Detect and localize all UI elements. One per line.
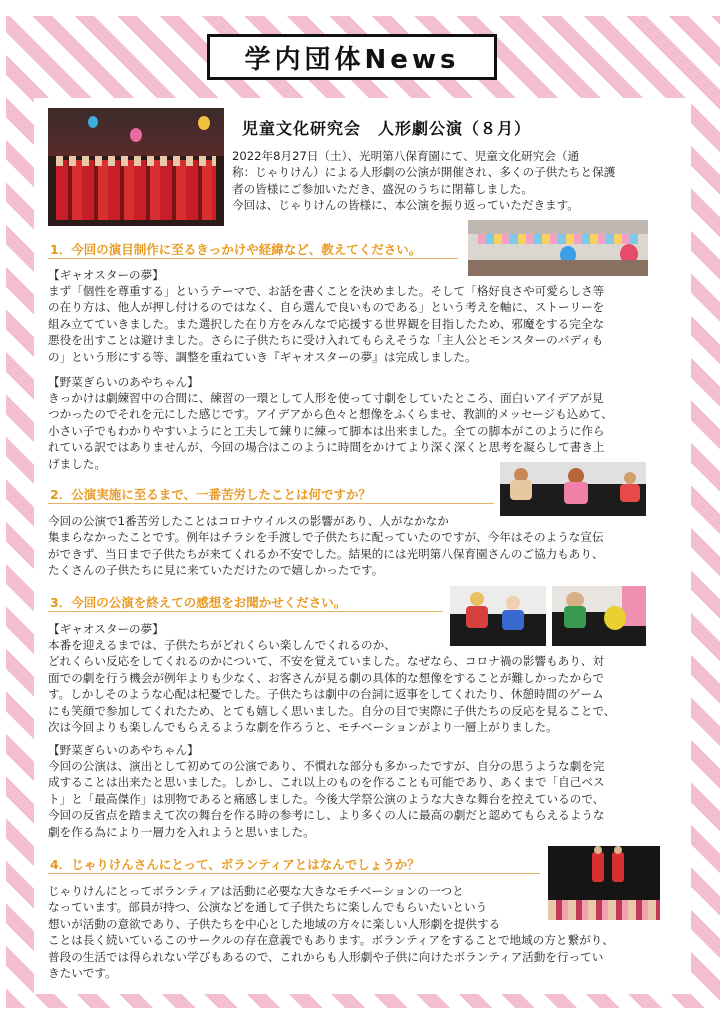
question-3-underline bbox=[48, 611, 443, 612]
question-4-underline bbox=[48, 873, 540, 874]
group-photo bbox=[48, 108, 224, 226]
section-3-answer-1: 本番を迎えるまでは、子供たちがどれくらい楽しんでくれるのか、 どれくらい反応をしてくれるのかについて、不安を覚えていました。なぜなら、コロナ禍の影響もあり、対 面での劇を行う機会が例年よりも少なく、お客さんが見る劇の具体的な想像をすることが難しかったからで す。しかしそのような心配は杞憂でした。子供たちは劇中の台詞に返事をしてくれたり、休憩時間のゲーム にも笑顔で参加してくれたため、とても嬉しく思いました。自分の目で実際に子供たちの反応を見ることで、 次は今回よりも楽しんでもらえるような劇を作ろうと、モチベーションがより一層上がりました。 bbox=[48, 638, 616, 735]
section-3-answer-2: 今回の公演は、演出として初めての公演であり、不慣れな部分も多かったですが、自分の思うような劇を完 成することは出来たと思いました。しかし、これ以上のものを作ることも可能であり、あくまで「自己ベス ト」と「最高傑作」は別物であると痛感しました。今後大学祭公演のような大きな舞台を控えているので、 今回の反省点を踏まえて次の舞台を作る時の参考にし、より多くの人に最高の劇だと認めてもらえるような 劇を作る為により一層力を入れようと思いました。 bbox=[48, 759, 605, 839]
question-3: 3．今回の公演を終えての感想をお聞かせください。 bbox=[50, 595, 347, 610]
section-4-answer: じゃりけんにとってボランティアは活動に必要な大きなモチベーションの一つと なっています。部員が持つ、公演などを通して子供たちに楽しんでもらいたいという 想いが活動の意欲であり、子供たちを中心とした地域の方々に楽しい人形劇を提供する ことは長く続いているこのサークルの存在意義でもあります。ボランティアをすることで地域の方と繋がり、 普段の生活では得られない学びもあるので、これからも人形劇や子供に向けたボランティア活動を行ってい きたいです。 bbox=[48, 884, 614, 981]
article-intro: 2022年8月27日（土）、光明第八保育園にて、児童文化研究会（通 称：じゃりけん）による人形劇の公演が開催され、多くの子供たちと保護 者の皆様にご参加いただき、盛況のうちに閉幕しました。 今回は、じゃりけんの皆様に、本公演を振り返っていただきます。 bbox=[232, 149, 616, 213]
question-4: 4．じゃりけんさんにとって、ボランティアとはなんでしょうか？ bbox=[50, 857, 420, 872]
venue-decoration-photo bbox=[468, 220, 648, 276]
section-1-label-2: 【野菜ぎらいのあやちゃん】 bbox=[48, 375, 199, 389]
section-1-answer-2: きっかけは劇練習中の合間に、練習の一環として人形を使って寸劇をしていたところ、面白いアイデアが見 つかったのでそれを元にした感じです。アイデアから色々と想像をふくらませ、教訓的メッセージも込めて、 小さい子でもわかりやすいようにと工夫して練りに練って脚本は出来ました。全ての脚本がこのように作ら れている訳ではありませんが、今回の場合はこのように時間をかけてより深く深くと思考を凝らして書き上 げました。 bbox=[48, 391, 613, 471]
article-headline: 児童文化研究会 人形劇公演（８月） bbox=[242, 119, 532, 138]
question-2: 2．公演実施に至るまで、一番苦労したことは何ですか？ bbox=[50, 487, 371, 502]
section-3-label-2: 【野菜ぎらいのあやちゃん】 bbox=[48, 743, 199, 757]
question-1-underline bbox=[48, 258, 458, 259]
section-1-label-1: 【ギャオスターの夢】 bbox=[48, 268, 164, 282]
section-1-answer-1: まず「個性を尊重する」というテーマで、お話を書くことを決めました。そして「格好良さや可愛らしさ等 の在り方は、他人が押し付けるのではなく、自ら選んで良いものである」という考えを軸に、ストーリーを 組み立てていきました。また選択した在り方をみんなで応援する世界観を目指したため、邪魔をする完全な 悪役を出すことは避けました。さらに子供たちに受け入れてもらえそうな「主人公とモンスターのバディも の」という形にする等、調整を重ねていき『ギャオスターの夢』は完成しました。 bbox=[48, 284, 605, 364]
page-title: 学内団体News bbox=[207, 34, 497, 80]
puppet-show-photo-1 bbox=[500, 462, 646, 516]
section-2-answer: 今回の公演で1番苦労したことはコロナウイルスの影響があり、人がなかなか 集まらなかったことです。例年はチラシを手渡しで子供たちに配っていたのですが、今年はそのような宣伝 ができず、当日まで子供たちが来てくれるか不安でした。結果的には光明第八保育園さんのご協力もあり、 たくさんの子供たちに見に来ていただけたので嬉しかったです。 bbox=[48, 514, 604, 578]
question-2-underline bbox=[48, 503, 494, 504]
section-3-label-1: 【ギャオスターの夢】 bbox=[48, 622, 164, 636]
question-1: 1．今回の演目制作に至るきっかけや経緯など、教えてください。 bbox=[50, 242, 422, 257]
